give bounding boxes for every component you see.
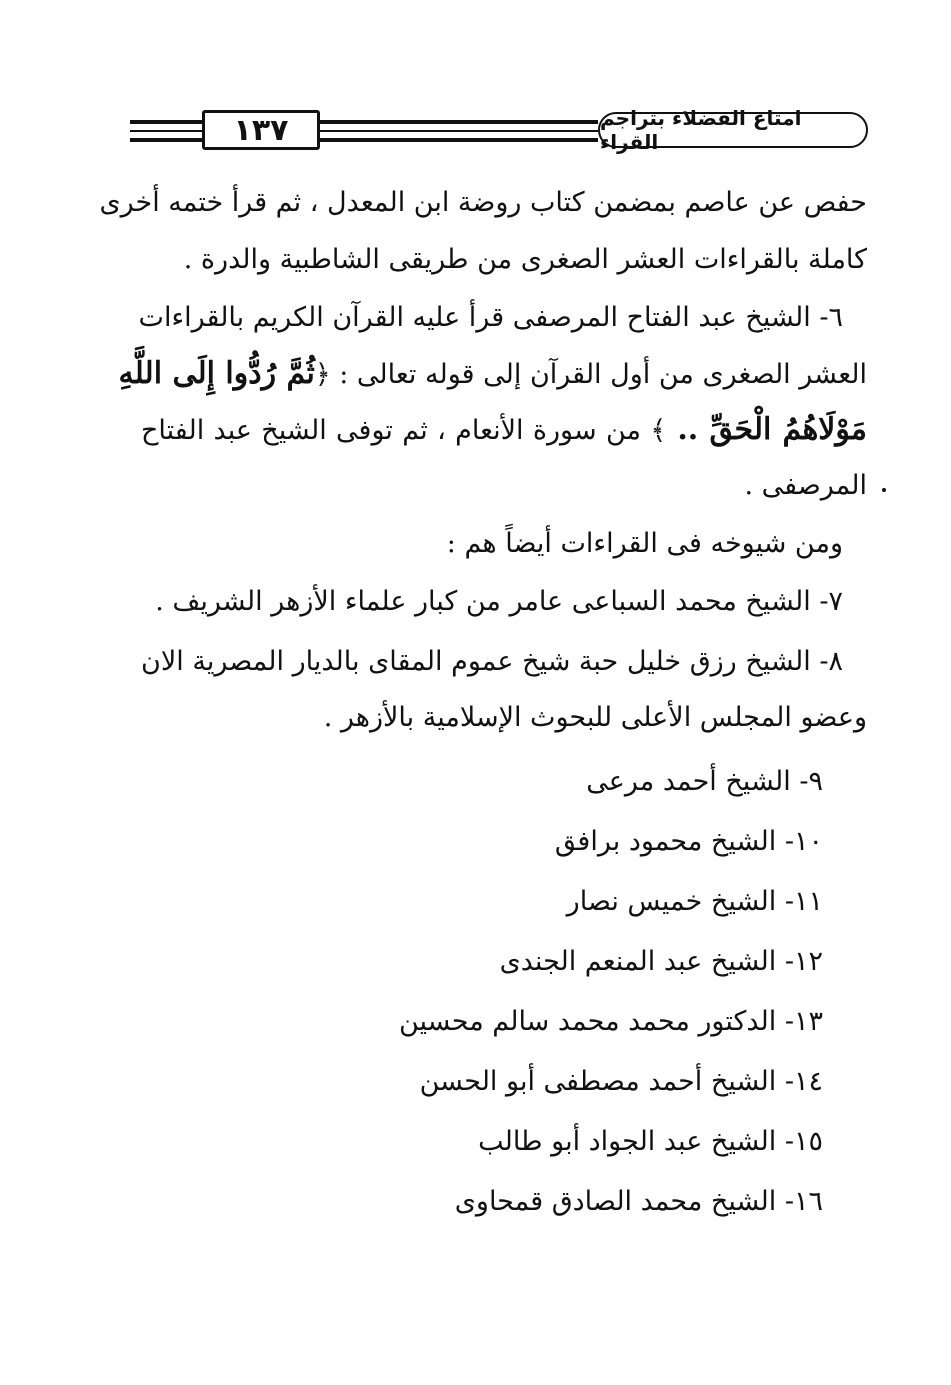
list-item: ١٥- الشيخ عبد الجواد أبو طالب (478, 1126, 823, 1157)
list-item: ١٣- الدكتور محمد محمد سالم محسين (398, 1006, 823, 1037)
book-title: امتاع الفضلاء بتراجم القراء (598, 112, 868, 148)
stray-mark (882, 488, 886, 492)
paragraph-2-line-3 (141, 410, 867, 450)
header-rule-middle (130, 130, 598, 132)
paragraph-2-line-1: ٦- الشيخ عبد الفتاح المرصفى قرأ عليه القرآن الكريم بالقراءات (138, 302, 843, 333)
paragraph-5-line-2: وعضو المجلس الأعلى للبحوث الإسلامية بالأزهر . (323, 702, 867, 733)
paragraph-4: ٧- الشيخ محمد السباعى عامر من كبار علماء الأزهر الشريف . (155, 586, 843, 617)
paragraph-2-line-2 (118, 354, 867, 394)
list-item: ١٤- الشيخ أحمد مصطفى أبو الحسن (419, 1066, 823, 1097)
list-item: ١١- الشيخ خميس نصار (566, 886, 823, 917)
list-item: ١٠- الشيخ محمود برافق (554, 826, 823, 857)
quran-verse-part-1: ثُمَّ رُدُّوا إِلَى اللَّهِ (118, 356, 315, 391)
paragraph-2-line-4: المرصفى . (744, 470, 867, 501)
list-item: ١٢- الشيخ عبد المنعم الجندى (499, 946, 823, 977)
running-header (130, 108, 870, 154)
paragraph-5-line-1: ٨- الشيخ رزق خليل حبة شيخ عموم المقاى بالديار المصرية الان (141, 646, 843, 677)
paragraph-1-line-1: حفص عن عاصم بمضمن كتاب روضة ابن المعدل ، ثم قرأ ختمه أخرى (99, 187, 867, 218)
paragraph-2-line-2-text: العشر الصغرى من أول القرآن إلى قوله تعالى : ﴿ (314, 359, 867, 390)
paragraph-3: ومن شيوخه فى القراءات أيضاً هم : (446, 528, 843, 559)
page-number: ١٣٧ (202, 110, 320, 150)
list-item: ١٦- الشيخ محمد الصادق قمحاوى (454, 1186, 823, 1217)
paragraph-2-line-3-text: ﴾ من سورة الأنعام ، ثم توفى الشيخ عبد الفتاح (141, 415, 667, 446)
header-rule-top (130, 120, 598, 124)
header-rule-bottom (130, 138, 598, 142)
list-item: ٩- الشيخ أحمد مرعى (586, 766, 823, 797)
paragraph-1-line-2: كاملة بالقراءات العشر الصغرى من طريقى الشاطبية والدرة . (183, 244, 867, 275)
quran-verse-part-2: مَوْلَاهُمُ الْحَقِّ .. (666, 412, 867, 447)
